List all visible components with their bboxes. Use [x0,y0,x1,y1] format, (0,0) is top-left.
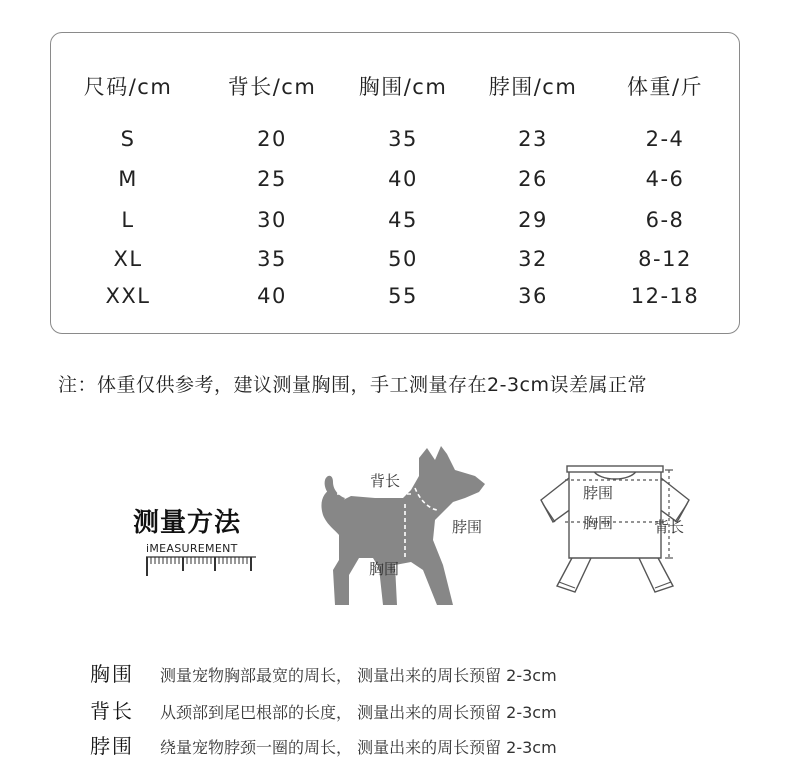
table-cell: 35 [257,247,287,271]
table-cell: 55 [388,284,418,308]
table-cell: 40 [257,284,287,308]
method-title: 测量方法 [133,508,242,538]
header-back-length: 背长/cm [227,75,317,99]
table-cell: L [121,208,135,232]
header-neck: 脖围/cm [488,75,578,99]
table-cell: 30 [257,208,287,232]
table-cell: 36 [518,284,548,308]
dog-label-neck: 脖围 [452,518,483,536]
description-text: 绕量宠物脖颈一圈的周长， 测量出来的周长预留 2-3cm [160,738,557,757]
table-cell: M [118,167,138,191]
table-cell: 20 [257,127,287,151]
table-cell: 35 [388,127,418,151]
table-cell: 40 [388,167,418,191]
measurement-note: 注：体重仅供参考，建议测量胸围，手工测量存在2-3cm误差属正常 [58,374,647,396]
header-weight: 体重/斤 [626,75,704,99]
ruler-icon [145,556,257,578]
table-cell: 29 [518,208,548,232]
table-cell: 6-8 [645,208,685,232]
clothes-label-neck: 脖围 [583,484,614,502]
description-term: 胸围 [90,662,134,686]
header-chest: 胸围/cm [358,75,448,99]
table-cell: XXL [105,284,151,308]
table-cell: 8-12 [638,247,692,271]
table-cell: 25 [257,167,287,191]
table-cell: 2-4 [645,127,685,151]
dog-label-back-length: 背长 [370,472,401,490]
clothes-label-back-length: 背长 [654,518,685,536]
description-term: 背长 [90,699,134,723]
table-cell: S [120,127,136,151]
table-cell: 12-18 [630,284,700,308]
table-cell: 32 [518,247,548,271]
size-table [50,32,740,334]
table-cell: 26 [518,167,548,191]
table-cell: 45 [388,208,418,232]
table-cell: 50 [388,247,418,271]
method-subtitle: iMEASUREMENT [146,542,238,555]
description-term: 脖围 [90,734,134,758]
dog-label-chest: 胸围 [369,560,400,578]
description-text: 测量宠物胸部最宽的周长， 测量出来的周长预留 2-3cm [160,666,557,685]
clothes-label-chest: 胸围 [583,514,614,532]
table-cell: 4-6 [645,167,685,191]
table-cell: XL [113,247,143,271]
header-size: 尺码/cm [83,75,173,99]
description-text: 从颈部到尾巴根部的长度， 测量出来的周长预留 2-3cm [160,703,557,722]
table-cell: 23 [518,127,548,151]
